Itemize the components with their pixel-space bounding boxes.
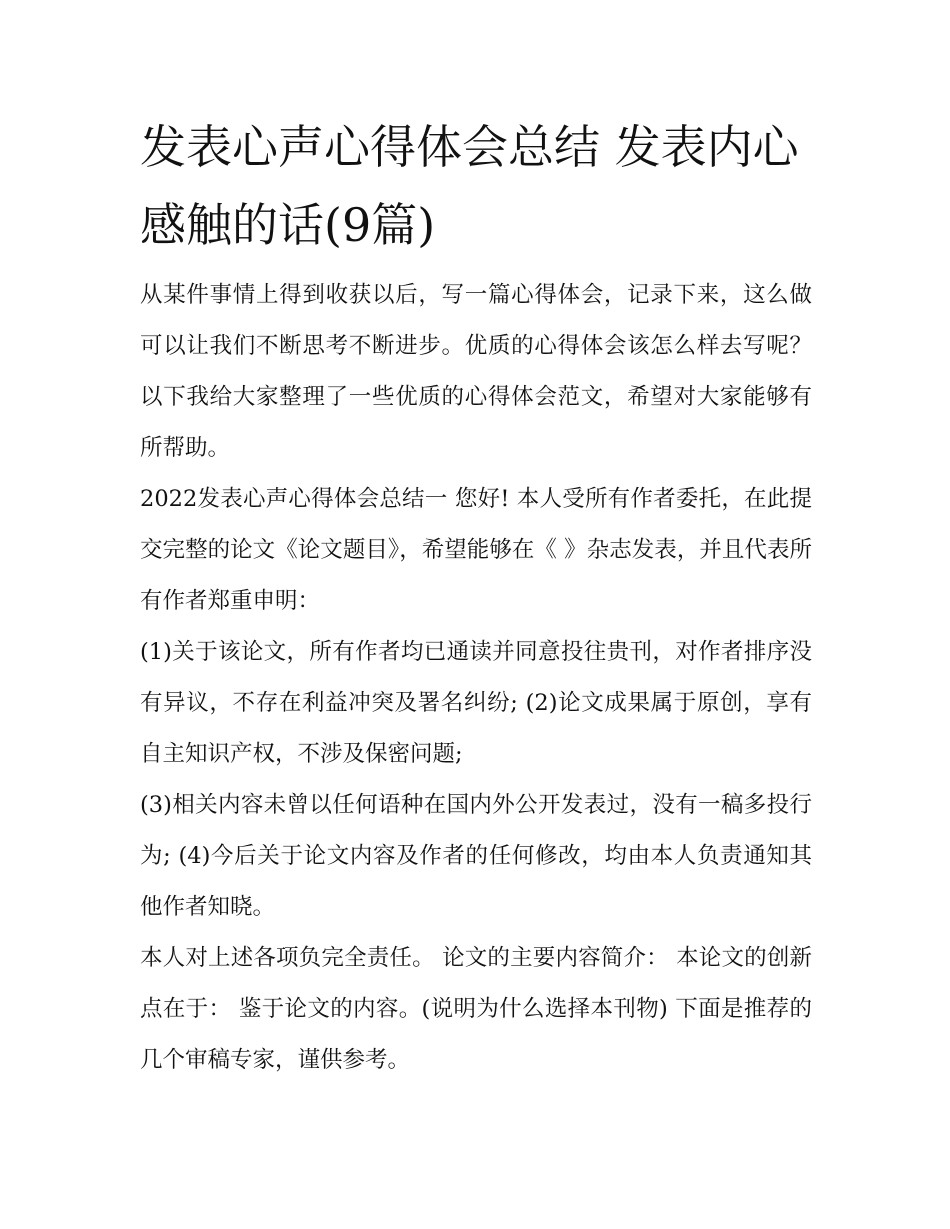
paragraph-intro: 从某件事情上得到收获以后，写一篇心得体会，记录下来，这么做可以让我们不断思考不断进步。优质的心得体会该怎么样去写呢？以下我给大家整理了一些优质的心得体会范文，希望对大家能够有所帮助。	[140, 282, 812, 461]
paragraph-declaration-3-4: (3)相关内容未曾以任何语种在国内外公开发表过，没有一稿多投行为; (4)今后关于论文内容及作者的任何修改，均由本人负责通知其他作者知晓。	[140, 792, 812, 920]
paragraph-letter-opening: 2022发表心声心得体会总结一 您好! 本人受所有作者委托，在此提交完整的论文《论文题目》，希望能够在《 》杂志发表，并且代表所有作者郑重申明：	[140, 486, 812, 614]
document-page	[140, 108, 812, 1086]
document-title: 发表心声心得体会总结 发表内心感触的话(9篇)	[140, 120, 799, 252]
paragraph-closing: 本人对上述各项负完全责任。 论文的主要内容简介： 本论文的创新点在于： 鉴于论文的内容。(说明为什么选择本刊物) 下面是推荐的几个审稿专家，谨供参考。	[140, 945, 812, 1073]
paragraph-declaration-1-2: (1)关于该论文，所有作者均已通读并同意投往贵刊，对作者排序没有异议，不存在利益冲突及署名纠纷; (2)论文成果属于原创，享有自主知识产权，不涉及保密问题;	[140, 639, 812, 767]
